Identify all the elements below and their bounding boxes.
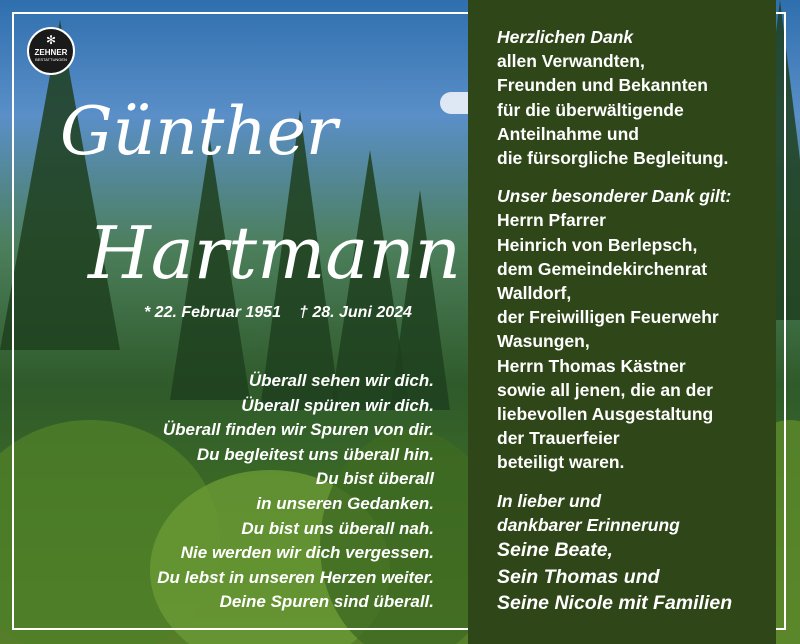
poem-line: Du bist uns überall nah. [241, 518, 434, 538]
special-thanks-line: der Trauerfeier [497, 428, 620, 449]
poem-line: Überall sehen wir dich. [248, 371, 434, 390]
life-dates [144, 303, 434, 323]
poem-line: Du bist überall [315, 469, 434, 489]
death-date: † 28. Juni 2024 [298, 304, 412, 321]
special-thanks-block [497, 184, 777, 474]
memorial-poem [157, 369, 434, 615]
special-thanks-heading: Unser besonderer Dank gilt: [497, 186, 732, 207]
special-thanks-line: Herrn Pfarrer [497, 210, 606, 231]
thanks-line: Freunden und Bekannten [497, 75, 708, 96]
thanks-line: allen Verwandten, [497, 51, 645, 72]
special-thanks-line: Heinrich von Berlepsch, [497, 234, 698, 255]
special-thanks-line: Herrn Thomas Kästner [497, 355, 686, 376]
deceased-last-name: Hartmann [88, 211, 462, 295]
poem-line: Du lebst in unseren Herzen weiter. [157, 567, 434, 587]
closing-line: In lieber und [497, 490, 602, 511]
poem-line: Du begleitest uns überall hin. [196, 444, 434, 464]
special-thanks-line: Wasungen, [497, 331, 590, 352]
special-thanks-line: beteiligt waren. [497, 452, 625, 473]
poem-line: in unseren Gedanken. [256, 493, 434, 513]
special-thanks-line: sowie all jenen, die an der [497, 379, 713, 400]
special-thanks-line: der Freiwilligen Feuerwehr [497, 307, 719, 328]
thanks-text [497, 25, 777, 631]
poem-line: Deine Spuren sind überall. [219, 592, 434, 612]
special-thanks-line: Walldorf, [497, 283, 572, 304]
poem-line: Überall finden wir Spuren von dir. [162, 420, 434, 440]
special-thanks-line: dem Gemeindekirchenrat [497, 258, 708, 279]
family-signature: Seine Nicole mit Familien [497, 592, 733, 615]
funeral-home-logo: ✻ ZEHNER BESTATTUNGEN [27, 27, 75, 75]
thanks-heading: Herzlichen Dank [497, 27, 634, 47]
closing-block [497, 489, 777, 617]
birth-date: * 22. Februar 1951 [144, 304, 281, 321]
thanks-line: für die überwältigende [497, 99, 684, 120]
special-thanks-line: liebevollen Ausgestaltung [497, 404, 714, 425]
family-signature: Seine Beate, [497, 539, 613, 562]
family-signature: Sein Thomas und [497, 565, 660, 588]
poem-line: Nie werden wir dich vergessen. [180, 543, 434, 563]
closing-line: dankbarer Erinnerung [497, 514, 680, 535]
thanks-line: Anteilnahme und [497, 123, 639, 144]
dandelion-icon: ✻ [45, 33, 57, 47]
poem-line: Überall spüren wir dich. [241, 395, 434, 415]
deceased-first-name: Günther [60, 93, 338, 170]
thanks-line: die fürsorgliche Begleitung. [497, 148, 729, 169]
thanks-block [497, 25, 777, 170]
